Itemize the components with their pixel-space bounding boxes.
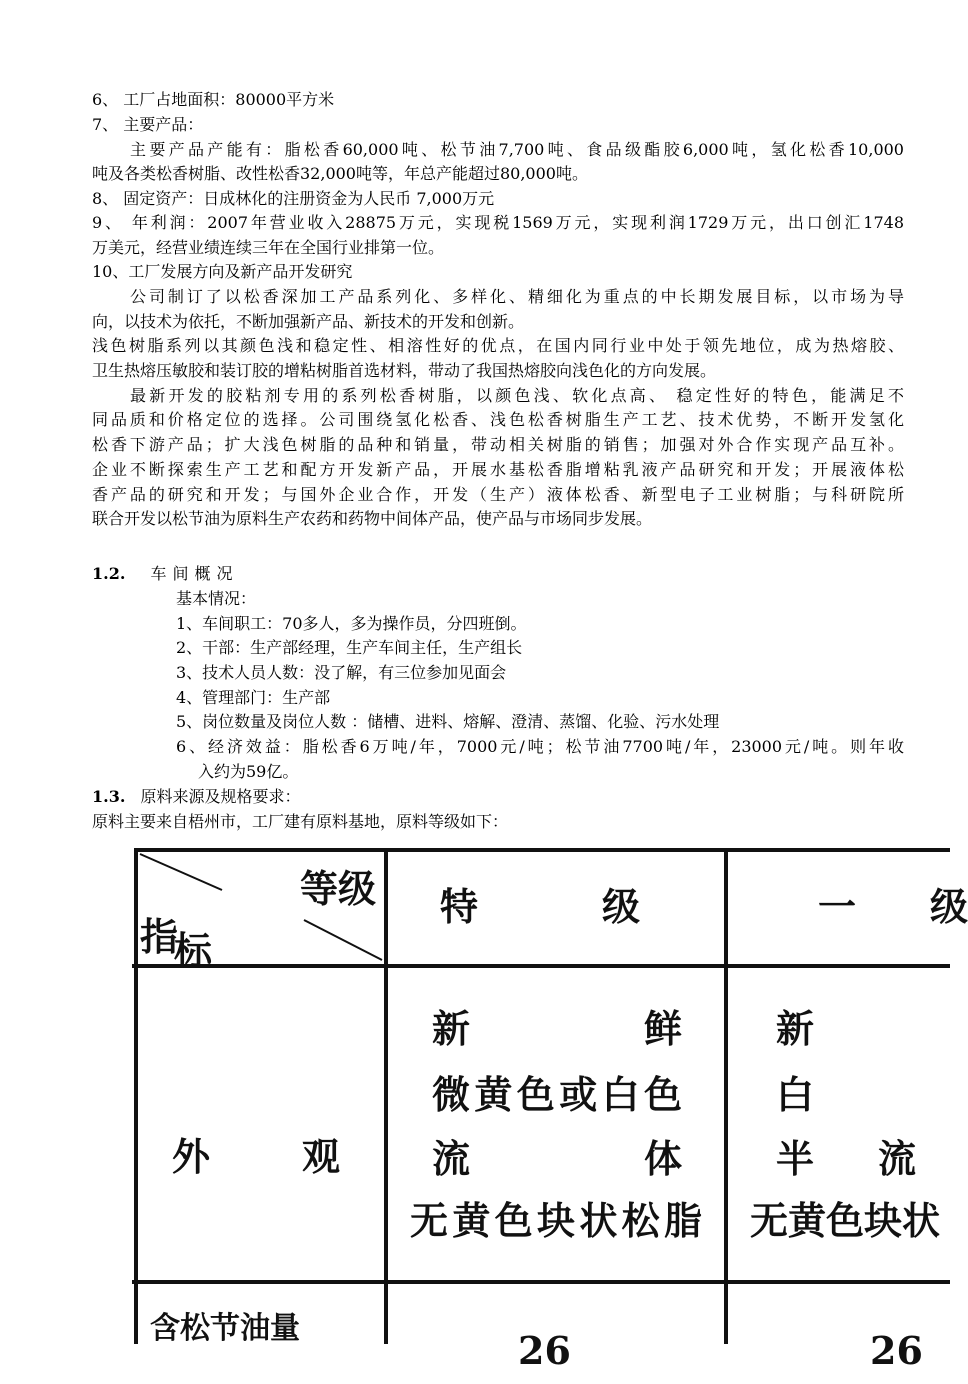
item-10-heading: 10、工厂发展方向及新产品开发研究	[92, 262, 353, 281]
special-appearance-line-3: 流 体	[432, 1136, 682, 1181]
first-appearance-line-4: 无黄色块状	[750, 1198, 941, 1243]
paragraph-new-dev-line-5: 香产品的研究和开发；与国外企业合作，开发（生产）液体松香、新型电子工业树脂；与科研院所	[92, 485, 904, 504]
first-appearance-line-3: 半 流	[776, 1136, 916, 1181]
col-header-special-grade: 特 级	[440, 884, 640, 929]
first-appearance-line-2: 白	[776, 1072, 815, 1117]
section-1-3-heading	[92, 785, 904, 810]
paragraph-new-dev-line-3: 松香下游产品；扩大浅色树脂的品种和销量，带动相关树脂的销售；加强对外合作实现产品互补。	[92, 435, 904, 454]
paragraph-light-resin-line-1: 浅色树脂系列以其颜色浅和稳定性、相溶性好的优点，在国内同行业中处于领先地位，成为热熔胶、	[92, 336, 904, 355]
paragraph-light-resin-line-2: 卫生热熔压敏胶和装订胶的增粘树脂首选材料，带动了我国热熔胶向浅色化的方向发展。	[92, 361, 717, 380]
special-appearance-line-1: 新 鲜	[432, 1006, 682, 1051]
products-capacity-line-2: 吨及各类松香树脂、改性松香32,000吨等，年总产能超过80,000吨。	[92, 164, 588, 183]
section-1-2-heading	[92, 562, 904, 587]
paragraph-new-dev-line-4: 企业不断探索生产工艺和配方开发新产品，开展水基松香脂增粘乳液产品研究和开发；开展液体松	[92, 460, 904, 479]
item-9-profit-line-2: 万美元，经营业绩连续三年在全国行业排第一位。	[92, 238, 445, 257]
first-appearance-line-1: 新	[776, 1006, 815, 1051]
table-col-divider-2	[724, 848, 728, 1344]
workshop-item-management: 4、管理部门：生产部	[176, 688, 331, 707]
special-appearance-line-4: 无黄色块状松脂	[410, 1198, 702, 1243]
products-capacity-line-1: 主要产品产能有：脂松香60,000吨、松节油7,700吨、食品级酯胶6,000吨，氢化松香10,000	[130, 140, 904, 159]
paragraph-new-dev-line-1: 最新开发的胶粘剂专用的系列松香树脂，以颜色浅、软化点高、 稳定性好的特色，能满足不	[130, 386, 904, 405]
section-number: 1.2.	[92, 564, 126, 583]
col-header-first-grade-cut: 级	[930, 884, 968, 929]
section-number: 1.3.	[92, 787, 126, 806]
paragraph-goal-line-1: 公司制订了以松香深加工产品系列化、多样化、精细化为重点的中长期发展目标，以市场为导	[130, 287, 904, 306]
special-turpentine-value: 26	[518, 1328, 571, 1373]
workshop-item-staff: 1、车间职工：70多人，多为操作员，分四班倒。	[176, 614, 527, 633]
corner-grade-label: 等级	[300, 866, 377, 911]
section-title: 车间概况	[150, 564, 239, 583]
workshop-item-tech-staff: 3、技术人员人数：没了解，有三位参加见面会	[176, 663, 507, 682]
table-row-divider	[132, 1280, 950, 1284]
row-header-turpentine-content: 含松节油量	[150, 1311, 300, 1346]
workshop-item-economics-line-1: 6、经济效益：脂松香6万吨/年，7000元/吨；松节油7700吨/年，23000元/吨。则年收	[176, 737, 904, 756]
raw-material-grade-table	[110, 838, 968, 1373]
workshop-item-positions: 5、岗位数量及岗位人数 ：储槽、进料、熔解、澄清、蒸馏、化验、污水处理	[176, 712, 720, 731]
item-9-profit-line-1: 9、 年利润：2007年营业收入28875万元，实现税1569万元，实现利润1729万元，出口创汇1748	[92, 213, 904, 232]
workshop-item-cadres: 2、干部：生产部经理，生产车间主任，生产组长	[176, 638, 523, 657]
paragraph-new-dev-line-2: 同品质和价格定位的选择。公司围绕氢化松香、浅色松香树脂生产工艺、技术优势，不断开发氢化	[92, 410, 904, 429]
first-turpentine-value: 26	[870, 1328, 923, 1373]
section-title: 原料来源及规格要求：	[140, 787, 301, 806]
item-8-fixed-assets: 8、 固定资产：日成林化的注册资金为人民币 7,000万元	[92, 189, 495, 208]
corner-indicator-label-1: 指	[140, 914, 179, 959]
row-header-appearance: 外 观	[172, 1134, 340, 1179]
paragraph-new-dev-line-6: 联合开发以松节油为原料生产农药和药物中间体产品，使产品与市场同步发展。	[92, 509, 653, 528]
item-6-plant-area: 6、 工厂占地面积：80000平方米	[92, 90, 335, 109]
workshop-intro: 基本情况：	[176, 589, 257, 608]
raw-material-intro: 原料主要来自梧州市，工厂建有原料基地，原料等级如下：	[92, 812, 509, 831]
corner-indicator-label-2: 标	[174, 928, 213, 973]
item-7-main-products: 7、 主要产品：	[92, 115, 204, 134]
paragraph-goal-line-2: 向，以技术为依托，不断加强新产品、新技术的开发和创新。	[92, 312, 525, 331]
special-appearance-line-2: 微黄色或白色	[432, 1072, 682, 1117]
col-header-first-grade: 一	[818, 884, 857, 929]
workshop-item-economics-line-2: 入约为59亿。	[198, 762, 299, 781]
